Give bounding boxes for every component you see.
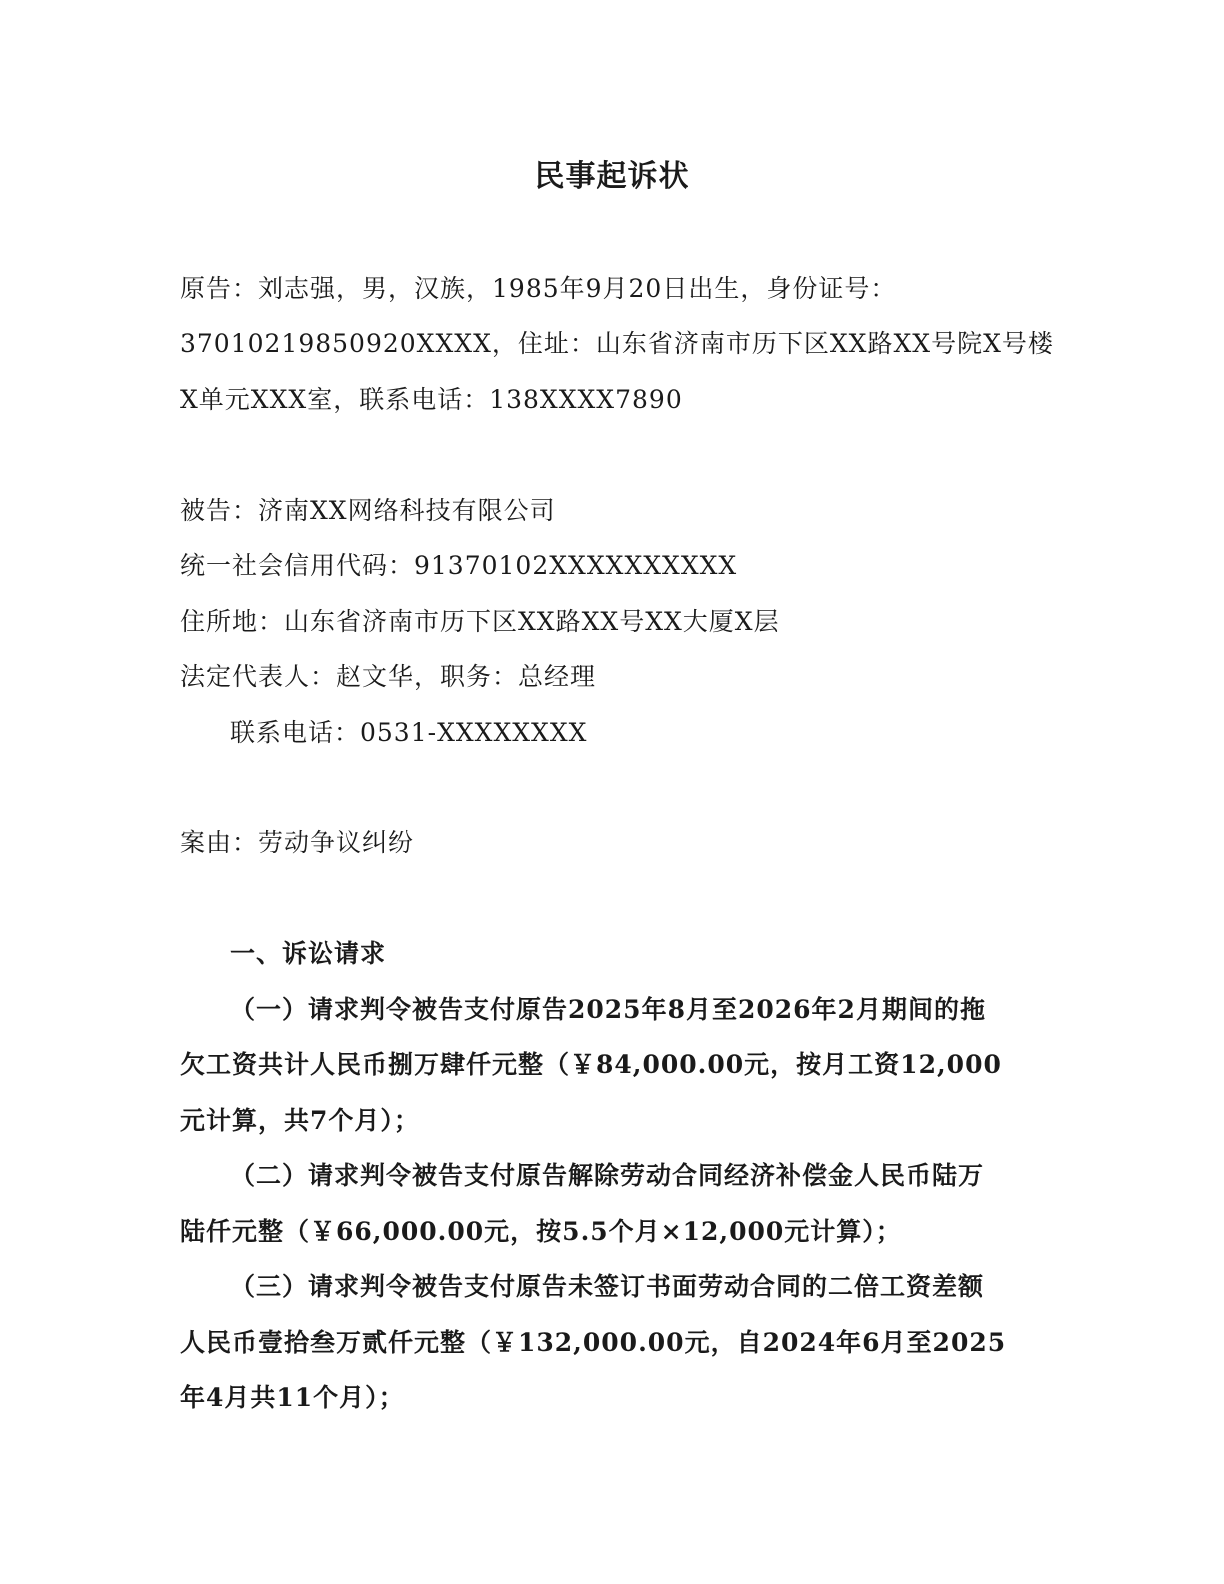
claim-3-line-1: （三）请求判令被告支付原告未签订书面劳动合同的二倍工资差额 <box>230 1272 985 1301</box>
claim-2-line-1: （二）请求判令被告支付原告解除劳动合同经济补偿金人民币陆万 <box>230 1161 985 1190</box>
defendant-credit-code: 统一社会信用代码：91370102XXXXXXXXXX <box>180 551 738 580</box>
defendant-name: 被告：济南XX网络科技有限公司 <box>180 496 556 525</box>
document-title: 民事起诉状 <box>534 159 690 194</box>
defendant-address: 住所地：山东省济南市历下区XX路XX号XX大厦X层 <box>180 607 780 636</box>
claim-2-line-2: 陆仟元整（￥66,000.00元，按5.5个月×12,000元计算）； <box>180 1217 902 1246</box>
claim-3-line-3: 年4月共11个月）； <box>180 1383 405 1412</box>
plaintiff-line-3: X单元XXX室，联系电话：138XXXX7890 <box>180 385 683 414</box>
claim-1-line-1: （一）请求判令被告支付原告2025年8月至2026年2月期间的拖 <box>230 995 986 1024</box>
plaintiff-line-1: 原告：刘志强，男，汉族，1985年9月20日出生，身份证号： <box>180 274 897 303</box>
defendant-representative: 法定代表人：赵文华，职务：总经理 <box>180 662 597 691</box>
claim-3-line-2: 人民币壹拾叁万贰仟元整（￥132,000.00元，自2024年6月至2025 <box>180 1328 1007 1357</box>
claim-1-line-3: 元计算，共7个月）； <box>180 1106 420 1135</box>
defendant-phone: 联系电话：0531-XXXXXXXX <box>230 718 588 747</box>
case-cause: 案由：劳动争议纠纷 <box>180 828 415 857</box>
claim-1-line-2: 欠工资共计人民币捌万肆仟元整（￥84,000.00元，按月工资12,000 <box>180 1050 1002 1079</box>
plaintiff-line-2: 37010219850920XXXX，住址：山东省济南市历下区XX路XX号院X号楼 <box>180 329 1054 358</box>
section-heading: 一、诉讼请求 <box>230 939 387 968</box>
